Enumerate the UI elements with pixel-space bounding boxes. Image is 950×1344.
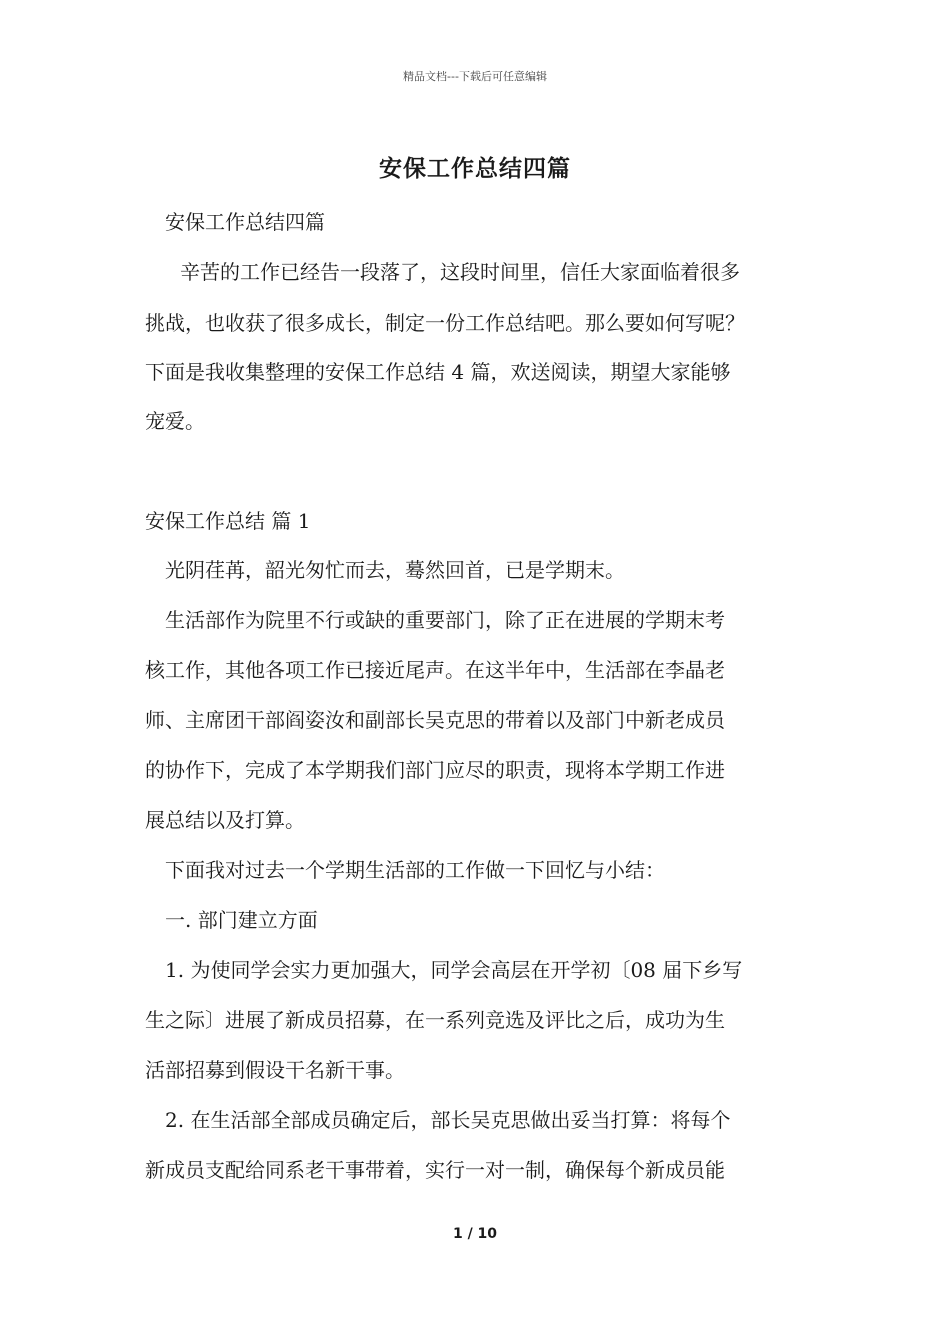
- paragraph-line: 生活部作为院里不行或缺的重要部门，除了正在进展的学期末考: [165, 608, 725, 632]
- list-heading: 一. 部门建立方面: [165, 908, 318, 932]
- intro-line-2: 挑战，也收获了很多成长，制定一份工作总结吧。那么要如何写呢？: [145, 311, 745, 335]
- intro-line-3: 下面是我收集整理的安保工作总结 4 篇，欢送阅读，期望大家能够: [145, 360, 731, 384]
- intro-line-1: 辛苦的工作已经告一段落了，这段时间里，信任大家面临着很多: [180, 260, 740, 284]
- intro-line-4: 宠爱。: [145, 409, 205, 433]
- list-item-line: 1. 为使同学会实力更加强大，同学会高层在开学初〔08 届下乡写: [165, 958, 743, 982]
- list-item-line: 2. 在生活部全部成员确定后，部长吴克思做出妥当打算：将每个: [165, 1108, 731, 1132]
- subtitle-line: 安保工作总结四篇: [165, 210, 325, 234]
- list-item-line: 新成员支配给同系老干事带着，实行一对一制，确保每个新成员能: [145, 1158, 725, 1182]
- document-title: 安保工作总结四篇: [379, 155, 571, 182]
- paragraph-line: 展总结以及打算。: [145, 808, 305, 832]
- list-item-line: 活部招募到假设干名新干事。: [145, 1058, 405, 1082]
- paragraph-line: 光阴荏苒，韶光匆忙而去，蓦然回首，已是学期末。: [165, 558, 625, 582]
- paragraph-line: 师、主席团干部阎姿汝和副部长吴克思的带着以及部门中新老成员: [145, 708, 725, 732]
- paragraph-line: 下面我对过去一个学期生活部的工作做一下回忆与小结：: [165, 858, 665, 882]
- page-number: 1 / 10: [452, 1226, 498, 1242]
- list-item-line: 生之际〕进展了新成员招募，在一系列竞选及评比之后，成功为生: [145, 1008, 725, 1032]
- paragraph-line: 的协作下，完成了本学期我们部门应尽的职责，现将本学期工作进: [145, 758, 725, 782]
- section-heading: 安保工作总结 篇 1: [145, 509, 311, 533]
- header-note: 精品文档---下载后可任意编辑: [403, 70, 547, 83]
- paragraph-line: 核工作，其他各项工作已接近尾声。在这半年中，生活部在李晶老: [145, 658, 725, 682]
